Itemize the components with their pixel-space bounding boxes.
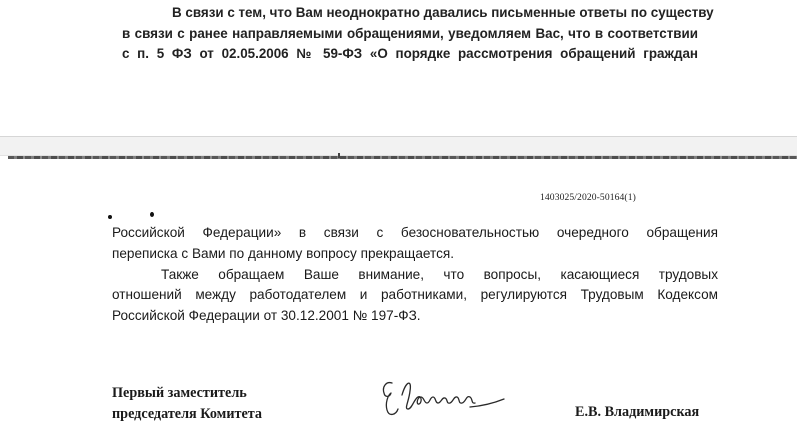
text-line: переписка с Вами по данному вопросу прекращается. bbox=[112, 245, 455, 261]
scan-speck bbox=[108, 215, 112, 219]
letter-intro-text bbox=[122, 3, 714, 65]
letter-body bbox=[112, 223, 718, 327]
previous-page-fragment bbox=[0, 0, 797, 136]
text-line: отношений между работодателем и работниками, регулируются Трудовым Кодексом bbox=[112, 287, 718, 303]
page-separator bbox=[0, 136, 797, 156]
signatory-title bbox=[112, 383, 262, 424]
signatory-title-line: председателя Комитета bbox=[112, 405, 263, 422]
text-line: Российской Федерации от 30.12.2001 № 197-ФЗ. bbox=[112, 308, 421, 324]
next-page-fragment bbox=[0, 159, 797, 441]
scan-mark bbox=[338, 153, 340, 158]
text-line: Российской Федерации» в связи с безосновательностью очередного обращения bbox=[112, 225, 718, 240]
signatory-title-line: Первый заместитель bbox=[112, 385, 247, 401]
scan-speck bbox=[150, 212, 154, 217]
signer-name: Е.В. Владимирская bbox=[575, 404, 700, 420]
text-line: В связи с тем, что Вам неоднократно давались письменные ответы по существу bbox=[172, 5, 714, 20]
document-reference-number: 1403025/2020-50164(1) bbox=[540, 192, 636, 203]
text-line: Также обращаем Ваше внимание, что вопросы, касающиеся трудовых bbox=[161, 266, 718, 282]
text-line: в связи с ранее направляемыми обращениями, уведомляем Вас, что в соответствии bbox=[122, 25, 698, 41]
handwritten-signature bbox=[378, 373, 508, 423]
text-line: с п. 5 ФЗ от 02.05.2006 № 59-ФЗ «О порядке рассмотрения обращений граждан bbox=[122, 46, 698, 61]
